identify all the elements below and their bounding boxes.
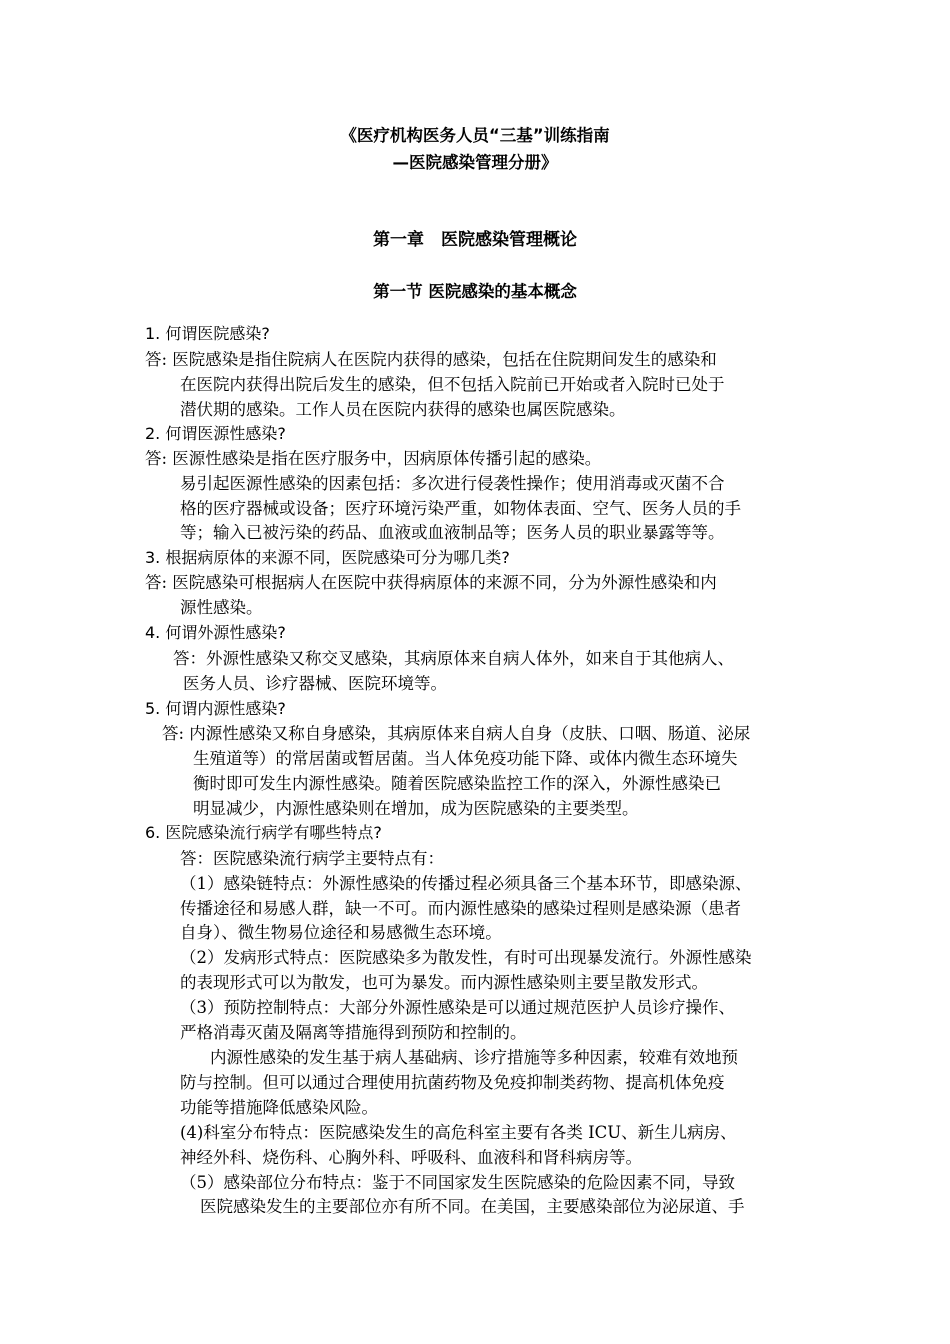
answer-4-line-1: 答：外源性感染又称交叉感染，其病原体来自病人体外，如来自于其他病人、 [173,649,734,668]
answer-2-line-4: 等；输入已被污染的药品、血液或血液制品等；医务人员的职业暴露等等。 [180,523,725,542]
answer-5-line-2: 生殖道等）的常居菌或暂居菌。当人体免疫功能下降、或体内微生态环境失 [193,749,738,768]
answer-5-line-4: 明显减少，内源性感染则在增加，成为医院感染的主要类型。 [193,799,639,818]
question-2: 2. 何谓医源性感染? [145,424,286,443]
answer-3-line-2: 源性感染。 [180,598,263,617]
question-6: 6. 医院感染流行病学有哪些特点? [145,823,382,842]
answer-1-line-1: 答: 医院感染是指住院病人在医院内获得的感染，包括在住院期间发生的感染和 [145,350,717,369]
answer-6-line-11: 功能等措施降低感染风险。 [180,1098,378,1117]
document-title-line-2: —医院感染管理分册》 [392,153,558,172]
answer-6-line-10: 防与控制。但可以通过合理使用抗菌药物及免疫抑制类药物、提高机体免疫 [180,1073,725,1092]
question-3: 3. 根据病原体的来源不同，医院感染可分为哪几类? [145,548,510,567]
answer-6-line-2: （1）感染链特点：外源性感染的传播过程必须具备三个基本环节，即感染源、 [180,874,752,893]
answer-5-line-3: 衡时即可发生内源性感染。随着医院感染监控工作的深入，外源性感染已 [193,774,721,793]
answer-6-line-13: 神经外科、烧伤科、心胸外科、呼吸科、血液科和肾科病房等。 [180,1148,642,1167]
answer-6-line-6: 的表现形式可以为散发，也可为暴发。而内源性感染则主要呈散发形式。 [180,973,708,992]
answer-4-line-2: 医务人员、诊疗器械、医院环境等。 [183,674,447,693]
document-title-line-1: 《医疗机构医务人员“三基”训练指南 [340,126,610,145]
answer-6-line-12: (4)科室分布特点：医院感染发生的高危科室主要有各类 ICU、新生儿病房、 [180,1123,737,1142]
answer-2-line-3: 格的医疗器械或设备；医疗环境污染严重，如物体表面、空气、医务人员的手 [180,499,741,518]
answer-6-line-14: （5）感染部位分布特点：鉴于不同国家发生医院感染的危险因素不同，导致 [180,1173,735,1192]
answer-6-line-15: 医院感染发生的主要部位亦有所不同。在美国，主要感染部位为泌尿道、手 [200,1197,745,1216]
answer-3-line-1: 答: 医院感染可根据病人在医院中获得病原体的来源不同，分为外源性感染和内 [145,573,717,592]
answer-1-line-2: 在医院内获得出院后发生的感染，但不包括入院前已开始或者入院时已处于 [180,375,725,394]
answer-6-line-8: 严格消毒灭菌及隔离等措施得到预防和控制的。 [180,1023,527,1042]
answer-5-line-1: 答: 内源性感染又称自身感染，其病原体来自病人自身（皮肤、口咽、肠道、泌尿 [162,724,751,743]
answer-1-line-3: 潜伏期的感染。工作人员在医院内获得的感染也属医院感染。 [180,400,626,419]
answer-6-line-5: （2）发病形式特点：医院感染多为散发性，有时可出现暴发流行。外源性感染 [180,948,752,967]
answer-2-line-1: 答: 医源性感染是指在医疗服务中，因病原体传播引起的感染。 [145,449,602,468]
question-5: 5. 何谓内源性感染? [145,699,286,718]
question-1: 1. 何谓医院感染? [145,324,270,343]
question-4: 4. 何谓外源性感染? [145,623,286,642]
answer-6-line-4: 自身）、微生物易位途径和易感微生态环境。 [180,923,502,942]
chapter-heading: 第一章 医院感染管理概论 [373,230,577,250]
section-heading: 第一节 医院感染的基本概念 [373,282,577,301]
answer-6-line-9: 内源性感染的发生基于病人基础病、诊疗措施等多种因素，较难有效地预 [210,1048,738,1067]
answer-6-line-7: （3）预防控制特点：大部分外源性感染是可以通过规范医护人员诊疗操作、 [180,998,735,1017]
answer-2-line-2: 易引起医源性感染的因素包括：多次进行侵袭性操作；使用消毒或灭菌不合 [180,474,725,493]
answer-6-line-1: 答：医院感染流行病学主要特点有： [180,849,444,868]
answer-6-line-3: 传播途径和易感人群，缺一不可。而内源性感染的感染过程则是感染源（患者 [180,899,741,918]
